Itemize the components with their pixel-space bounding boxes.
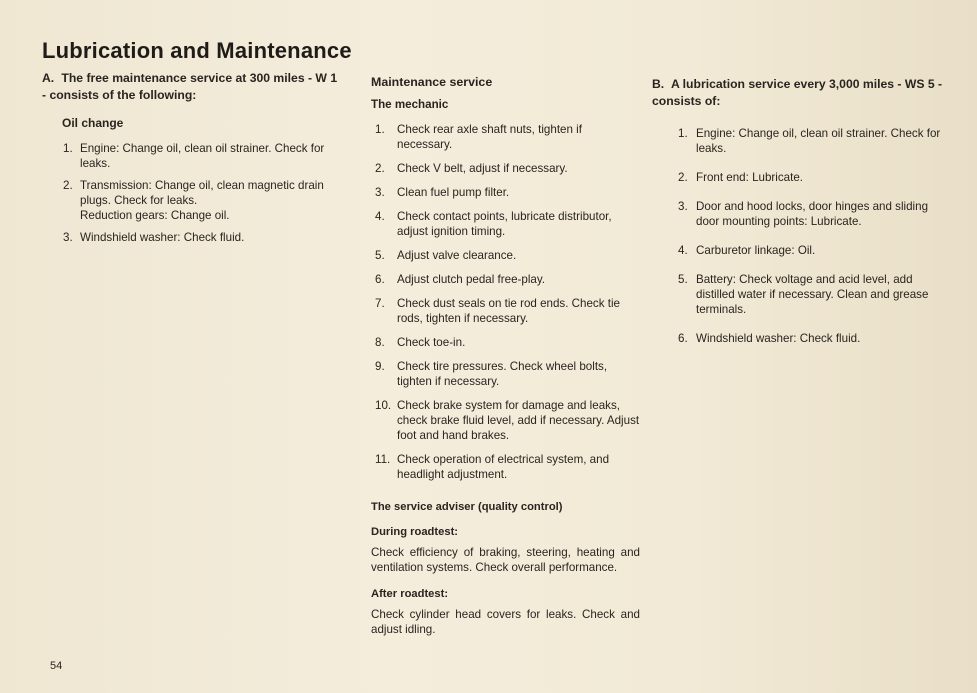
item-number: 5. xyxy=(678,273,688,286)
item-text: Check tire pressures. Check wheel bolts, tighten if necessary. xyxy=(397,360,608,388)
item-text: Battery: Check voltage and acid level, add distilled water if necessary. Clean and grease terminals. xyxy=(696,273,929,316)
oil-change-list xyxy=(42,141,342,245)
item-text: Carburetor linkage: Oil. xyxy=(696,244,816,257)
item-number: 9. xyxy=(375,360,385,373)
list-item xyxy=(368,161,640,176)
item-number: 6. xyxy=(678,332,688,345)
item-text: Check dust seals on tie rod ends. Check tie rods, tighten if necessary. xyxy=(397,297,620,325)
item-text: Adjust clutch pedal free-play. xyxy=(397,273,546,286)
list-item xyxy=(652,272,952,317)
section-a-heading xyxy=(42,70,342,104)
list-item xyxy=(652,243,952,258)
item-extra-text: Reduction gears: Change oil. xyxy=(80,209,230,222)
list-item xyxy=(652,331,952,346)
item-number: 4. xyxy=(375,210,385,223)
after-roadtest-text: Check cylinder head covers for leaks. Check and adjust idling. xyxy=(371,608,640,636)
list-item xyxy=(368,296,640,326)
list-item xyxy=(42,141,342,171)
item-number: 7. xyxy=(375,297,385,310)
item-text: Door and hood locks, door hinges and sliding door mounting points: Lubricate. xyxy=(696,200,929,228)
list-item xyxy=(368,335,640,350)
section-a-label: A. xyxy=(42,71,55,85)
section-a xyxy=(42,70,342,252)
item-number: 2. xyxy=(63,179,73,192)
item-text: Check rear axle shaft nuts, tighten if necessary. xyxy=(397,123,582,151)
item-number: 1. xyxy=(375,123,385,136)
item-number: 1. xyxy=(678,127,688,140)
list-item xyxy=(368,248,640,263)
item-text: Check V belt, adjust if necessary. xyxy=(397,162,568,175)
item-number: 3. xyxy=(375,186,385,199)
during-roadtest-text: Check efficiency of braking, steering, heating and ventilation systems. Check overall performance. xyxy=(371,546,640,574)
item-text: Check operation of electrical system, and headlight adjustment. xyxy=(397,453,610,481)
item-number: 4. xyxy=(678,244,688,257)
during-roadtest-heading: During roadtest: xyxy=(371,526,459,538)
list-item xyxy=(42,178,342,223)
section-b-heading xyxy=(652,76,952,110)
page-title: Lubrication and Maintenance xyxy=(42,38,352,63)
item-number: 10. xyxy=(375,399,392,412)
item-text: Front end: Lubricate. xyxy=(696,171,803,184)
item-number: 5. xyxy=(375,249,385,262)
maintenance-service-heading: Maintenance service xyxy=(371,75,493,89)
item-text: Check brake system for damage and leaks, check brake fluid level, add if necessary. Adjust foot and hand brakes. xyxy=(397,399,640,442)
item-text: Adjust valve clearance. xyxy=(397,249,517,262)
list-item xyxy=(368,185,640,200)
list-item xyxy=(368,209,640,239)
item-text: Check contact points, lubricate distributor, adjust ignition timing. xyxy=(397,210,612,238)
item-number: 11. xyxy=(375,453,391,466)
item-number: 3. xyxy=(63,231,73,244)
lubrication-list xyxy=(652,126,952,346)
item-text: Clean fuel pump filter. xyxy=(397,186,510,199)
item-text: Engine: Change oil, clean oil strainer. Check for leaks. xyxy=(696,127,941,155)
list-item xyxy=(368,122,640,152)
item-text: Windshield washer: Check fluid. xyxy=(696,332,861,345)
mechanic-heading: The mechanic xyxy=(371,98,449,111)
item-number: 2. xyxy=(678,171,688,184)
page-number: 54 xyxy=(50,660,63,672)
section-b-label: B. xyxy=(652,77,665,91)
section-b xyxy=(652,76,952,360)
item-text: Windshield washer: Check fluid. xyxy=(80,231,245,244)
list-item xyxy=(652,126,952,156)
list-item xyxy=(368,359,640,389)
list-item xyxy=(42,230,342,245)
section-b-heading-text: A lubrication service every 3,000 miles - WS 5 - consists of: xyxy=(652,77,943,108)
section-a-heading-text: The free maintenance service at 300 miles - W 1 - consists of the following: xyxy=(42,71,338,102)
list-item xyxy=(368,272,640,287)
list-item xyxy=(368,398,640,443)
list-item xyxy=(652,170,952,185)
after-roadtest-heading: After roadtest: xyxy=(371,588,449,600)
item-number: 8. xyxy=(375,336,385,349)
list-item xyxy=(368,452,640,482)
item-text: Check toe-in. xyxy=(397,336,466,349)
item-text: Engine: Change oil, clean oil strainer. Check for leaks. xyxy=(80,142,325,170)
oil-change-heading: Oil change xyxy=(62,116,124,130)
maintenance-service-section xyxy=(368,74,640,637)
list-item xyxy=(652,199,952,229)
item-number: 2. xyxy=(375,162,385,175)
service-adviser-heading: The service adviser (quality control) xyxy=(371,501,563,513)
item-number: 6. xyxy=(375,273,385,286)
item-number: 3. xyxy=(678,200,688,213)
mechanic-list xyxy=(368,122,640,482)
item-text: Transmission: Change oil, clean magnetic drain plugs. Check for leaks. xyxy=(80,179,324,207)
item-number: 1. xyxy=(63,142,73,155)
